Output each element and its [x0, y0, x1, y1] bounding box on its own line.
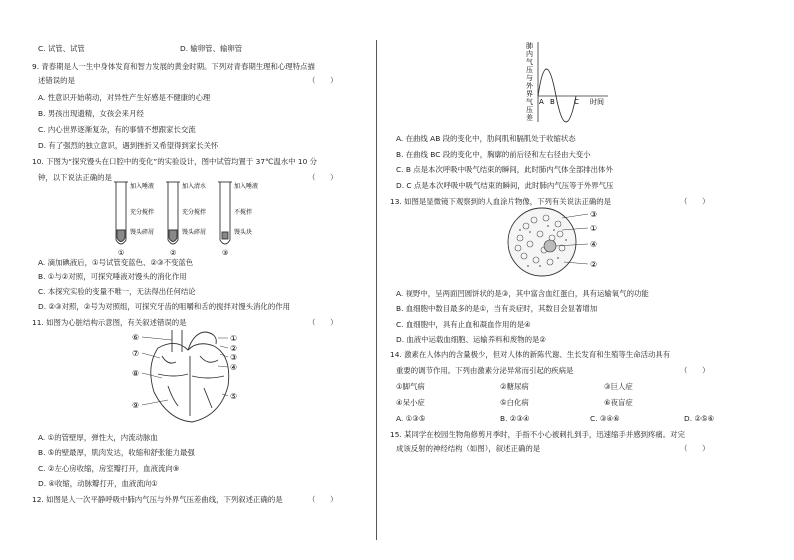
ylabel-10: 差: [526, 114, 533, 122]
tube2-content-label: 馒头碎屑: [182, 229, 207, 236]
q8-option-d: D. 输卵管、输卵管: [180, 44, 243, 53]
q14-option-c: C. ③④⑥: [590, 414, 620, 423]
ylabel-6: 外: [526, 82, 533, 90]
q12-stem: 12. 如图是人一次平静呼吸中肺内气压与外界气压差曲线，下列叙述正确的是: [32, 495, 283, 504]
smear-label-4: ④: [590, 240, 598, 249]
q10-option-d: D. ②③对照，②号为对照组，可探究牙齿的咀嚼和舌的搅拌对馒头消化的作用: [38, 302, 290, 311]
tube3-top-label: 加入唾液: [234, 183, 259, 190]
tube2-stir-label: 充分搅拌: [182, 209, 207, 216]
smear-label-2: ②: [590, 260, 598, 269]
q14-item-1: ①脚气病: [396, 382, 425, 391]
tube2-number: ②: [170, 249, 177, 257]
ylabel-7: 界: [526, 90, 533, 98]
tube3-stir-label: 不搅拌: [234, 209, 253, 216]
smear-label-1: ①: [590, 224, 598, 233]
q10-option-a: A. 滴加碘液后，①号试管变蓝色、②③不变蓝色: [38, 258, 194, 267]
point-a: A: [539, 98, 544, 106]
q11-option-a: A. ①的管壁厚，弹性大，内流动脉血: [38, 433, 158, 442]
q13-option-a: A. 视野中，呈两面凹圆饼状的是③，其中富含血红蛋白，具有运输氧气的功能: [396, 289, 649, 298]
tube2-top-label: 加入清水: [182, 183, 207, 190]
test-tubes-figure: [110, 180, 290, 258]
y-axis-label: [526, 41, 534, 122]
q12-answer-paren: （ ）: [308, 495, 338, 504]
smear-label-3: ③: [590, 210, 598, 219]
heart-label-3: ③: [230, 353, 238, 362]
q11-option-b: B. ⑤的壁最厚，肌肉发达，收缩和舒张能力最强: [38, 448, 195, 457]
heart-label-2: ②: [230, 344, 238, 353]
heart-label-8: ⑧: [132, 369, 140, 378]
x-axis-label: 时间: [590, 98, 604, 106]
heart-label-5: ⑤: [230, 392, 238, 401]
q14-stem: 14. 激素在人体内的含量极少，但对人体的新陈代谢、生长发育和生殖等生命活动具有: [390, 350, 671, 359]
q15-stem: 15. 某同学在校园生物角修剪月季时，手指不小心被刺扎到手，迅速缩手并感到疼痛。对完: [390, 430, 685, 439]
ylabel-5: 与: [526, 74, 533, 82]
q14-option-b: B. ②③④: [500, 414, 530, 423]
q12-option-d: D. C 点是本次呼吸中吸气结束的瞬间，此时肺内气压等于外界气压: [396, 181, 614, 190]
ylabel-9: 压: [526, 106, 533, 114]
q12-option-a: A. 在曲线 AB 段的变化中，肋间肌和膈肌处于收缩状态: [396, 134, 576, 143]
q11-stem: 11. 如图为心脏结构示意图，有关叙述错误的是: [32, 318, 187, 327]
tube3-number: ③: [222, 249, 229, 257]
pressure-curve: [538, 69, 576, 122]
q13-option-b: B. 血细胞中数目最多的是①，当有炎症时，其数目会显著增加: [396, 304, 598, 313]
q13-option-c: C. 血细胞中，具有止血和凝血作用的是④: [396, 320, 531, 329]
point-c: C: [574, 98, 579, 106]
q13-answer-paren: （ ）: [680, 197, 710, 206]
q9-stem-cont: 述错误的是: [38, 76, 75, 85]
q13-stem: 13. 如图是显微镜下观察到的人血涂片物像，下列有关说法正确的是: [390, 197, 612, 206]
q14-item-3: ③巨人症: [604, 382, 633, 391]
heart-outline: [151, 330, 229, 422]
tube-1: [114, 182, 128, 244]
q10-option-c: C. 本探究实验的变量不唯一，无法得出任何结论: [38, 287, 196, 296]
q14-item-5: ⑤白化病: [500, 398, 529, 407]
blood-smear-figure: [500, 204, 610, 280]
tube1-content-label: 馒头碎屑: [130, 229, 155, 236]
ylabel-1: 肺: [526, 42, 533, 50]
q14-option-d: D. ②⑤⑥: [684, 414, 715, 423]
q10-option-b: B. ①与②对照，可探究唾液对馒头的消化作用: [38, 272, 187, 281]
q14-stem-cont: 重要的调节作用。下列由激素分泌异常而引起的疾病是: [396, 366, 574, 375]
q14-option-a: A. ①③⑤: [396, 414, 426, 423]
tube-2: [166, 182, 180, 244]
q9-option-a: A. 性意识开始萌动，对异性产生好感是不健康的心理: [38, 93, 211, 102]
q11-answer-paren: （ ）: [308, 318, 338, 327]
q12-option-c: C. B 点是本次呼吸中吸气结束的瞬间，此时肺内气体全部排出体外: [396, 165, 613, 174]
q13-option-d: D. 血液中运载血细胞、运输养料和废物的是②: [396, 335, 547, 344]
heart-label-9: ⑨: [132, 401, 140, 410]
q9-stem: 9. 青春期是人一生中身体发育和智力发展的黄金时期。下列对青春期生理和心理特点描: [32, 62, 315, 71]
q8-option-c: C. 试管、试管: [38, 44, 85, 53]
q9-option-b: B. 男孩出现遗精，女孩会来月经: [38, 109, 144, 118]
heart-label-4: ④: [230, 363, 238, 372]
pressure-curve-figure: [520, 40, 630, 124]
q9-option-c: C. 内心世界逐渐复杂，有的事情不想跟家长交流: [38, 125, 196, 134]
q14-answer-paren: （ ）: [680, 366, 710, 375]
q14-item-6: ⑥夜盲症: [604, 398, 633, 407]
q12-option-b: B. 在曲线 BC 段的变化中，胸廓的前后径和左右径由大变小: [396, 150, 591, 159]
q15-stem-cont: 成该反射的神经结构（如图），叙述正确的是: [396, 444, 541, 453]
q10-stem: 10. 下图为“探究馒头在口腔中的变化”的实验设计，图中试管均置于 37℃温水中 10 分: [32, 157, 318, 166]
tube-3: [218, 182, 232, 244]
tube1-number: ①: [118, 249, 125, 257]
ylabel-4: 压: [526, 66, 533, 74]
q11-option-d: D. ④收缩，动脉瓣打开，血液流向①: [38, 479, 158, 488]
tube1-stir-label: 充分搅拌: [130, 209, 155, 216]
tube1-top-label: 加入唾液: [130, 183, 155, 190]
heart-label-1: ①: [230, 334, 238, 343]
ylabel-8: 气: [526, 98, 533, 106]
column-divider: [376, 40, 377, 540]
q14-item-2: ②糖尿病: [500, 382, 529, 391]
q9-answer-paren: （ ）: [308, 76, 338, 85]
tube3-content-label: 馒头块: [234, 229, 253, 236]
white-blood-cell: [544, 240, 556, 252]
heart-label-6: ⑥: [132, 333, 140, 342]
q10-answer-paren: （ ）: [308, 173, 338, 182]
q14-item-4: ④呆小症: [396, 398, 425, 407]
heart-label-7: ⑦: [132, 349, 140, 358]
q9-option-d: D. 有了强烈的独立意识，遇到挫折又希望得到家长关怀: [38, 141, 219, 150]
ylabel-2: 内: [526, 50, 533, 58]
microscope-field: [508, 208, 576, 276]
q15-answer-paren: （ ）: [680, 444, 710, 453]
point-b: B: [550, 98, 555, 106]
q10-stem-cont: 钟，以下说法正确的是: [38, 173, 112, 182]
ylabel-3: 气: [526, 58, 533, 66]
heart-diagram: [128, 326, 248, 426]
q11-option-c: C. ②左心房收缩，房室瓣打开，血液流向⑨: [38, 464, 180, 473]
